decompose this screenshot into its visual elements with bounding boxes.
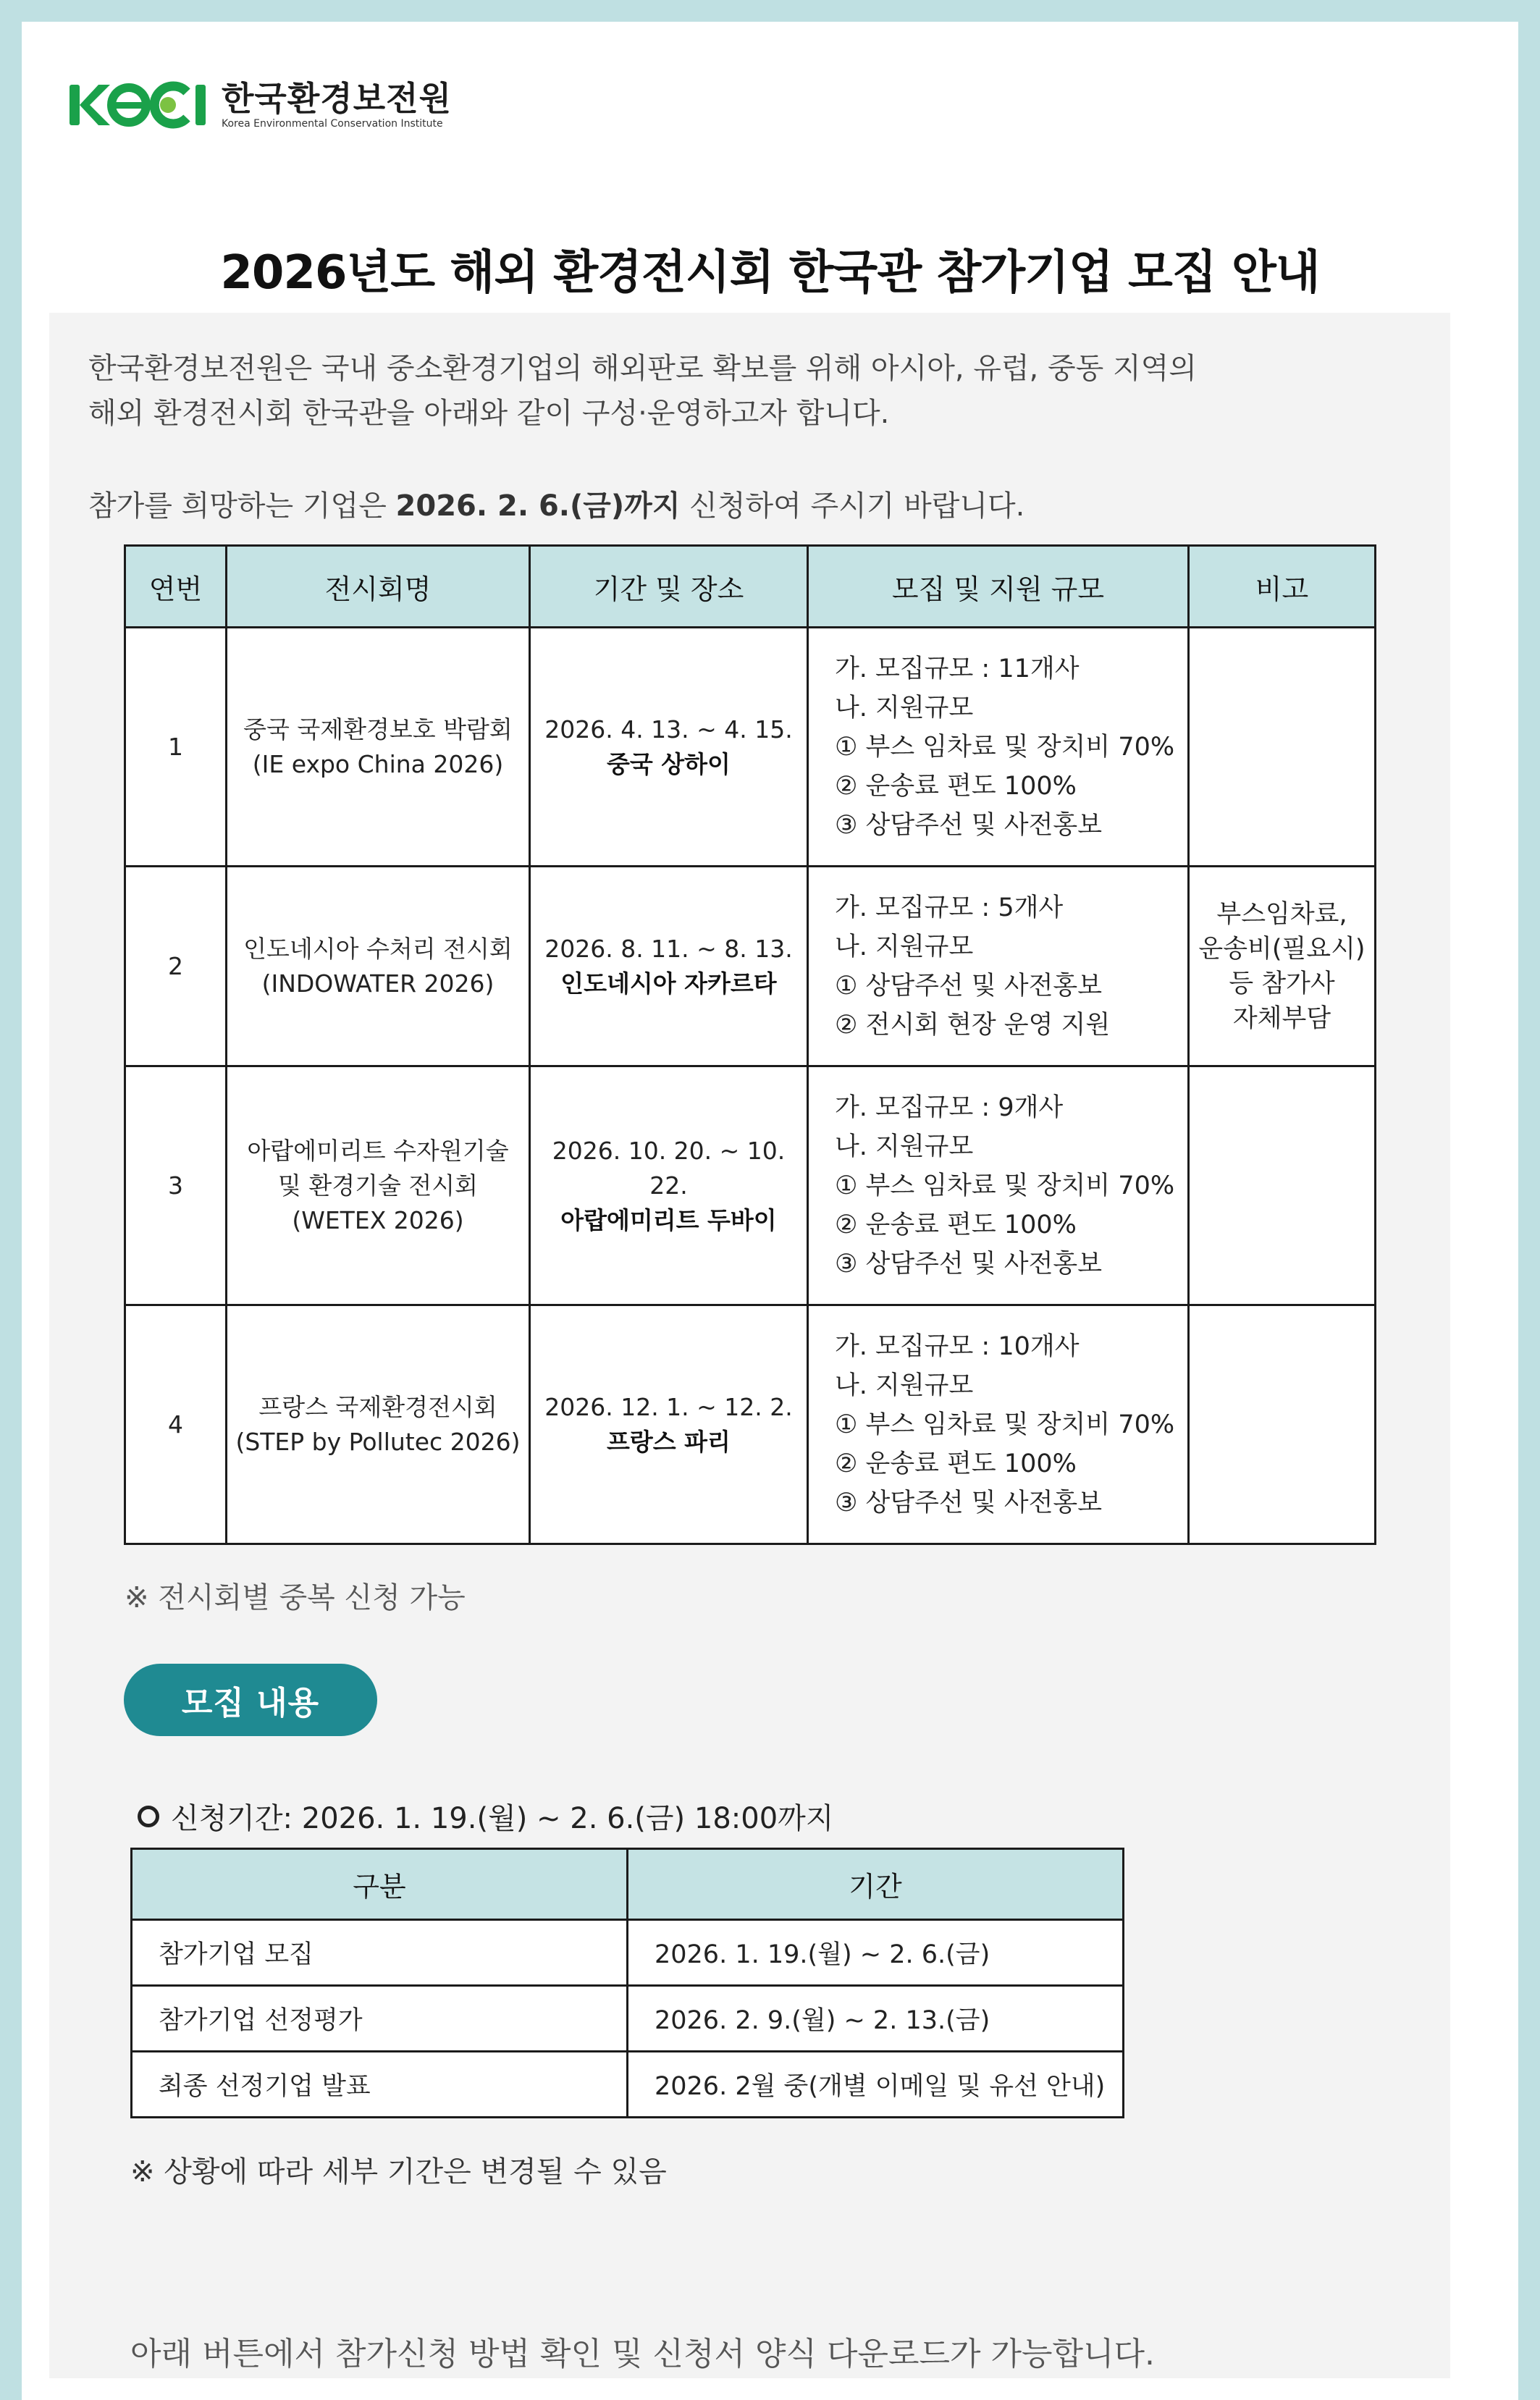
support-line: ① 부스 임차료 및 장치비 70%: [835, 732, 1175, 762]
support-scale: [808, 867, 1189, 1066]
schedule-change-note: ※ 상황에 따라 세부 기간은 변경될 수 있음: [130, 2155, 667, 2189]
support-line: ② 전시회 현장 운영 지원: [835, 1010, 1111, 1040]
schedule-header-category: 구분: [132, 1849, 628, 1920]
logo-korean-name: 한국환경보전원: [222, 79, 453, 118]
support-line: ① 부스 임차료 및 장치비 70%: [835, 1171, 1175, 1200]
table-row: [125, 1305, 1376, 1544]
date-text: 2026. 12. 1. ~ 12. 2.: [544, 1392, 793, 1421]
support-line: 가. 모집규모 : 10개사: [835, 1331, 1080, 1361]
exhibition-table: [124, 544, 1376, 1545]
schedule-value: 2026. 2월 중(개별 이메일 및 유선 안내): [628, 2052, 1124, 2118]
table-row: [125, 867, 1376, 1066]
support-line: 나. 지원규모: [835, 1370, 974, 1400]
name-line: 아랍에미리트 수자원기술: [247, 1136, 509, 1165]
note-line: 등 참가사: [1229, 969, 1335, 998]
support-line: 가. 모집규모 : 11개사: [835, 654, 1080, 683]
keci-logo-icon: [67, 76, 211, 134]
row-no: 3: [125, 1066, 227, 1305]
support-scale: [808, 628, 1189, 867]
name-line: (WETEX 2026): [292, 1205, 464, 1234]
schedule-table: [130, 1848, 1124, 2118]
schedule-label: 참가기업 모집: [132, 1920, 628, 1986]
name-line: (STEP by Pollutec 2026): [235, 1427, 521, 1456]
support-line: ① 상담주선 및 사전홍보: [835, 971, 1103, 1001]
header-name: 전시회명: [227, 546, 530, 628]
support-line: 가. 모집규모 : 9개사: [835, 1092, 1064, 1122]
page-title: 2026년도 해외 환경전시회 한국관 참가기업 모집 안내: [220, 246, 1320, 300]
schedule-label: 참가기업 선정평가: [132, 1986, 628, 2052]
support-line: ③ 상담주선 및 사전홍보: [835, 1488, 1103, 1517]
intro-line-3: [88, 484, 1428, 529]
section-label-recruitment: 모집 내용: [124, 1664, 377, 1736]
duplicate-application-note: ※ 전시회별 중복 신청 가능: [125, 1581, 466, 1614]
exhibition-name: [227, 1305, 530, 1544]
row-note: [1189, 867, 1376, 1066]
note-line: 운송비(필요시): [1198, 934, 1366, 964]
circle-bullet-icon: [138, 1806, 159, 1827]
row-no: 2: [125, 867, 227, 1066]
date-text: 2026. 4. 13. ~ 4. 15.: [544, 715, 793, 744]
support-line: ② 운송료 편도 100%: [835, 771, 1077, 801]
name-line: (IE expo China 2026): [252, 749, 504, 778]
table-row: [132, 1986, 1124, 2052]
support-line: ③ 상담주선 및 사전홍보: [835, 1249, 1103, 1279]
note-line: 자체부담: [1232, 1003, 1331, 1033]
place-text: 중국 상하이: [607, 749, 731, 778]
exhibition-name: [227, 1066, 530, 1305]
intro-line-1: 한국환경보전원은 국내 중소환경기업의 해외판로 확보를 위해 아시아, 유럽, 중동 지역의: [88, 352, 1197, 385]
header-no: 연번: [125, 546, 227, 628]
schedule-value: 2026. 1. 19.(월) ~ 2. 6.(금): [628, 1920, 1124, 1986]
row-note: [1189, 1066, 1376, 1305]
support-scale: [808, 1066, 1189, 1305]
row-note: [1189, 628, 1376, 867]
header-note: 비고: [1189, 546, 1376, 628]
schedule-header-row: [132, 1849, 1124, 1920]
exhibition-name: [227, 867, 530, 1066]
date-place: [530, 628, 808, 867]
schedule-label: 최종 선정기업 발표: [132, 2052, 628, 2118]
support-line: 나. 지원규모: [835, 693, 974, 723]
schedule-value: 2026. 2. 9.(월) ~ 2. 13.(금): [628, 1986, 1124, 2052]
name-line: 인도네시아 수처리 전시회: [243, 934, 513, 963]
row-no: 4: [125, 1305, 227, 1544]
intro-line-3-suffix: 신청하여 주시기 바랍니다.: [680, 489, 1025, 523]
name-line: 중국 국제환경보호 박람회: [243, 715, 513, 744]
date-place: [530, 1066, 808, 1305]
support-scale: [808, 1305, 1189, 1544]
table-row: [132, 2052, 1124, 2118]
table-row: [132, 1920, 1124, 1986]
name-line: (INDOWATER 2026): [261, 969, 495, 998]
logo: [67, 65, 452, 145]
note-line: 부스임차료,: [1216, 899, 1347, 929]
row-no: 1: [125, 628, 227, 867]
date-place: [530, 1305, 808, 1544]
place-text: 아랍에미리트 두바이: [560, 1205, 777, 1234]
support-line: ① 부스 임차료 및 장치비 70%: [835, 1410, 1175, 1439]
name-line: 프랑스 국제환경전시회: [258, 1392, 497, 1421]
support-line: ③ 상담주선 및 사전홍보: [835, 810, 1103, 840]
support-line: ② 운송료 편도 100%: [835, 1210, 1077, 1239]
row-note: [1189, 1305, 1376, 1544]
place-text: 인도네시아 자카르타: [560, 969, 777, 998]
name-line: 및 환경기술 전시회: [277, 1171, 478, 1200]
support-line: 나. 지원규모: [835, 932, 974, 961]
download-guide-text: 아래 버튼에서 참가신청 방법 확인 및 신청서 양식 다운로드가 가능합니다.: [130, 2336, 1155, 2372]
application-period-text: 신청기간: 2026. 1. 19.(월) ~ 2. 6.(금) 18:00까지: [171, 1802, 834, 1835]
support-line: ② 운송료 편도 100%: [835, 1449, 1077, 1478]
support-line: 나. 지원규모: [835, 1132, 974, 1161]
table-row: [125, 628, 1376, 867]
intro-line-3-prefix: 참가를 희망하는 기업은: [88, 489, 396, 523]
date-text: 2026. 8. 11. ~ 8. 13.: [544, 934, 793, 963]
intro-line-2: 해외 환경전시회 한국관을 아래와 같이 구성·운영하고자 합니다.: [88, 397, 890, 430]
exhibition-name: [227, 628, 530, 867]
logo-english-name: Korea Environmental Conservation Institute: [222, 118, 443, 130]
support-line: 가. 모집규모 : 5개사: [835, 893, 1064, 922]
place-text: 프랑스 파리: [607, 1427, 731, 1456]
table-header-row: [125, 546, 1376, 628]
date-place: [530, 867, 808, 1066]
deadline-text: 2026. 2. 6.(금)까지: [395, 489, 681, 523]
date-text: 2026. 10. 20. ~ 10. 22.: [552, 1136, 786, 1200]
table-row: [125, 1066, 1376, 1305]
intro-text: [88, 346, 1428, 529]
header-support: 모집 및 지원 규모: [808, 546, 1189, 628]
schedule-header-period: 기간: [628, 1849, 1124, 1920]
application-period: [138, 1795, 833, 1837]
header-date-place: 기간 및 장소: [530, 546, 808, 628]
